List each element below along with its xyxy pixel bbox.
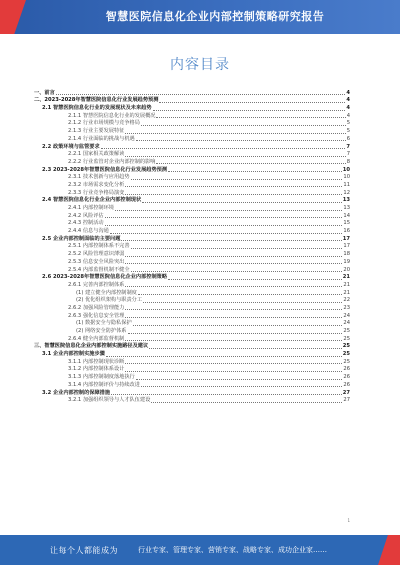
toc-entry-label: 2.5.3 信息安全风险突出 — [68, 258, 125, 265]
toc-leader-dots — [125, 256, 342, 257]
toc-entry-page: 13 — [343, 205, 350, 211]
toc-entry-page: 12 — [343, 189, 350, 196]
toc-entry[interactable] — [34, 151, 350, 159]
toc-entry-label: 三、智慧医院信息化企业内部控制实施路径及建议 — [34, 343, 149, 350]
toc-entry-label: 2.2.1 国家相关政策解读 — [68, 151, 125, 158]
toc-entry-page: 10 — [343, 174, 350, 181]
toc-entry[interactable] — [34, 212, 350, 220]
toc-entry-page: 18 — [343, 251, 350, 258]
toc-entry[interactable] — [34, 243, 350, 251]
toc-entry[interactable] — [34, 189, 350, 197]
toc-entry-page: 22 — [343, 297, 350, 304]
toc-entry-label: 2.1.1 智慧医院信息化行业的发展概况 — [68, 112, 156, 119]
toc-entry[interactable] — [34, 327, 350, 335]
toc-leader-dots — [153, 110, 346, 111]
toc-entry[interactable] — [34, 304, 350, 312]
toc-leader-dots — [131, 179, 343, 180]
toc-entry-label: 2.4.4 信息与沟通 — [68, 228, 109, 235]
toc-entry[interactable] — [34, 227, 350, 235]
toc-entry[interactable] — [34, 120, 350, 128]
footer-roles: 行业专家、管理专家、营销专家、战略专家、成功企业家…… — [138, 546, 327, 554]
toc-entry-page: 5 — [346, 120, 350, 127]
toc-entry-page: 17 — [342, 235, 350, 242]
toc-entry[interactable] — [34, 373, 350, 381]
toc-leader-dots — [121, 240, 341, 241]
toc-entry-label: 3.1.1 内部控制现状诊断 — [68, 358, 125, 365]
toc-entry-label: 2.1.3 行业主要发展特征 — [68, 128, 125, 135]
toc-leader-dots — [125, 286, 342, 287]
toc-entry-label: 3.1.2 内部控制体系设计 — [68, 366, 125, 373]
toc-leader-dots — [141, 125, 346, 126]
toc-entry-page: 24 — [343, 320, 350, 327]
toc-entry-page: 21 — [343, 289, 350, 296]
toc-entry[interactable] — [34, 289, 350, 297]
toc-entry-label: 2.4.2 风险评估 — [68, 212, 104, 219]
toc-entry-label: 2.3 2023-2028年智慧医院信息化行业发展趋势预测 — [42, 166, 168, 173]
toc-leader-dots — [125, 309, 342, 310]
toc-leader-dots — [105, 217, 343, 218]
toc-entry-label: (1) 数据安全与隐私保护 — [76, 320, 132, 327]
toc-entry[interactable] — [34, 104, 350, 112]
toc-entry-label: 2.3.1 技术创新与应用趋势 — [68, 174, 130, 181]
toc-leader-dots — [159, 102, 345, 103]
toc-entry-page: 20 — [343, 266, 350, 273]
toc-entry-page: 25 — [343, 358, 350, 365]
table-of-contents — [34, 89, 350, 404]
toc-entry[interactable] — [34, 274, 350, 282]
toc-entry-page: 21 — [342, 274, 350, 281]
toc-entry-label: 2.5.4 内部监督机制不健全 — [68, 266, 130, 273]
toc-entry-label: 2.6.1 完善内部控制体系 — [68, 281, 125, 288]
toc-entry-label: 2.1.2 行业市场规模与竞争格局 — [68, 120, 140, 127]
toc-entry-page: 25 — [343, 335, 350, 342]
toc-leader-dots — [143, 302, 342, 303]
toc-entry-page: 26 — [343, 366, 350, 373]
toc-leader-dots — [110, 233, 343, 234]
toc-leader-dots — [101, 148, 346, 149]
toc-leader-dots — [133, 325, 343, 326]
toc-entry-label: 2.4.1 内部控制环境 — [68, 205, 114, 211]
toc-entry-page: 25 — [343, 328, 350, 334]
toc-leader-dots — [125, 156, 345, 157]
toc-entry-page: 25 — [342, 343, 350, 350]
toc-entry-page: 4 — [346, 97, 350, 104]
toc-leader-dots — [156, 117, 345, 118]
toc-entry[interactable] — [34, 266, 350, 274]
toc-entry-page: 26 — [343, 374, 350, 381]
toc-entry[interactable] — [34, 320, 350, 328]
toc-entry[interactable] — [34, 250, 350, 258]
toc-entry[interactable] — [34, 127, 350, 135]
toc-leader-dots — [125, 363, 342, 364]
toc-entry[interactable] — [34, 89, 350, 97]
toc-entry[interactable] — [34, 312, 350, 320]
toc-leader-dots — [125, 371, 342, 372]
toc-entry-label: 2.4 智慧医院信息化行业企业内部控制现状 — [42, 197, 142, 204]
toc-entry[interactable] — [34, 135, 350, 143]
toc-entry[interactable] — [34, 281, 350, 289]
toc-leader-dots — [105, 225, 343, 226]
toc-entry-page: 27 — [343, 397, 350, 404]
toc-leader-dots — [138, 294, 343, 295]
toc-entry-label: 2.5 企业内部控制面临的主要问题 — [42, 235, 121, 242]
toc-entry[interactable] — [34, 335, 350, 343]
toc-leader-dots — [56, 94, 346, 95]
toc-entry-page: 23 — [343, 304, 350, 311]
toc-entry-label: 3.2 企业内部控制的保障措施 — [42, 389, 111, 396]
toc-entry-label: 2.4.3 控制活动 — [68, 220, 104, 227]
toc-entry[interactable] — [34, 350, 350, 358]
toc-entry[interactable] — [34, 197, 350, 205]
toc-entry-page: 26 — [343, 381, 350, 388]
toc-entry-page: 11 — [343, 181, 350, 188]
toc-leader-dots — [168, 171, 342, 172]
toc-entry-page: 25 — [342, 351, 350, 358]
toc-leader-dots — [128, 333, 343, 334]
toc-entry[interactable] — [34, 358, 350, 366]
toc-entry[interactable] — [34, 235, 350, 243]
toc-entry-label: 2.5.2 风险管理意识薄弱 — [68, 251, 125, 258]
toc-entry-label: 2.6.3 强化信息安全管理 — [68, 312, 125, 319]
toc-leader-dots — [149, 348, 342, 349]
toc-entry[interactable] — [34, 143, 350, 151]
toc-entry-page: 4 — [346, 112, 350, 119]
toc-entry-page: 8 — [346, 158, 350, 165]
toc-leader-dots — [125, 263, 342, 264]
toc-entry[interactable] — [34, 174, 350, 182]
toc-leader-dots — [131, 248, 343, 249]
report-title: 智慧医院信息化企业内部控制策略研究报告 — [105, 10, 325, 23]
toc-entry-page: 4 — [346, 105, 350, 112]
toc-entry[interactable] — [34, 297, 350, 305]
toc-leader-dots — [131, 271, 343, 272]
toc-leader-dots — [168, 279, 342, 280]
toc-leader-dots — [156, 163, 345, 164]
page-marker: 1 — [347, 518, 350, 523]
toc-entry-page: 16 — [343, 228, 350, 235]
toc-entry-label: 2.1 智慧医院信息化行业的发展现状及未来趋势 — [42, 105, 152, 112]
toc-entry-label: 2.1.4 行业面临的挑战与机遇 — [68, 135, 135, 142]
toc-entry-page: 5 — [346, 128, 350, 135]
toc-entry-page: 10 — [342, 166, 350, 173]
toc-leader-dots — [125, 133, 345, 134]
toc-entry[interactable] — [34, 112, 350, 120]
toc-leader-dots — [125, 194, 342, 195]
toc-entry-page: 17 — [343, 243, 350, 250]
toc-entry[interactable] — [34, 397, 350, 405]
toc-entry-page: 21 — [343, 281, 350, 288]
footer-slogan: 让每个人都能成为 — [50, 546, 118, 555]
toc-entry-label: 3.1 企业内部控制实施步骤 — [42, 351, 105, 358]
toc-entry-label: 3.2.1 加强组织领导与人才队伍建设 — [68, 397, 151, 404]
toc-entry[interactable] — [34, 381, 350, 389]
toc-entry[interactable] — [34, 97, 350, 105]
toc-entry-page: 19 — [343, 258, 350, 265]
toc-entry-page: 7 — [346, 143, 350, 150]
toc-leader-dots — [125, 317, 342, 318]
toc-leader-dots — [115, 210, 342, 211]
toc-entry-label: 2.6 2023-2028年智慧医院信息化企业内部控制策略 — [42, 274, 168, 281]
toc-entry-label: 2.6.2 加强风险管理能力 — [68, 304, 125, 311]
toc-entry-page: 6 — [346, 135, 350, 142]
toc-leader-dots — [136, 379, 343, 380]
toc-entry[interactable] — [34, 343, 350, 351]
toc-entry-label: 2.5.1 内部控制体系不完善 — [68, 243, 130, 250]
toc-entry-page: 4 — [346, 89, 350, 96]
toc-entry-page: 13 — [342, 197, 350, 204]
toc-entry-label: 3.1.3 内部控制制度落地执行 — [68, 374, 135, 381]
toc-leader-dots — [136, 140, 346, 141]
toc-entry-page: 14 — [343, 212, 350, 219]
toc-leader-dots — [111, 394, 342, 395]
toc-entry-label: 2.2 政策环境与监管要求 — [42, 143, 100, 150]
toc-entry[interactable] — [34, 181, 350, 189]
toc-entry[interactable] — [34, 166, 350, 174]
toc-entry-page: 24 — [343, 312, 350, 319]
toc-entry-label: (1) 建立健全内部控制制度 — [76, 289, 137, 296]
toc-leader-dots — [142, 202, 342, 203]
toc-entry-page: 27 — [342, 389, 350, 396]
toc-entry-label: 2.6.4 健全内部监督机制 — [68, 335, 125, 342]
toc-entry-label: 2.2.2 行业监管对企业内部控制的影响 — [68, 158, 156, 165]
toc-entry[interactable] — [34, 258, 350, 266]
toc-entry-page: 15 — [343, 220, 350, 227]
toc-entry[interactable] — [34, 158, 350, 166]
toc-leader-dots — [151, 402, 342, 403]
toc-entry-label: 2.3.3 行业竞争格局演变 — [68, 189, 125, 196]
toc-entry[interactable] — [34, 204, 350, 212]
toc-entry-label: (2) 网络安全防护体系 — [76, 328, 127, 334]
toc-leader-dots — [141, 386, 342, 387]
toc-entry-label: 二、2023-2028年智慧医院信息化行业发展趋势预测 — [34, 97, 159, 104]
toc-entry[interactable] — [34, 389, 350, 397]
toc-leader-dots — [125, 340, 342, 341]
toc-entry-label: 3.1.4 内部控制评价与持续改进 — [68, 381, 140, 388]
toc-entry-label: 2.3.2 市场需求变化分析 — [68, 181, 125, 188]
toc-entry-label: (2) 优化组织架构与职责分工 — [76, 297, 143, 304]
toc-title: 内容目录 — [170, 57, 230, 73]
toc-leader-dots — [106, 356, 342, 357]
toc-entry[interactable] — [34, 366, 350, 374]
toc-entry-page: 7 — [346, 151, 350, 158]
toc-leader-dots — [125, 186, 342, 187]
toc-entry[interactable] — [34, 220, 350, 228]
toc-entry-label: 一、前言 — [34, 89, 55, 96]
